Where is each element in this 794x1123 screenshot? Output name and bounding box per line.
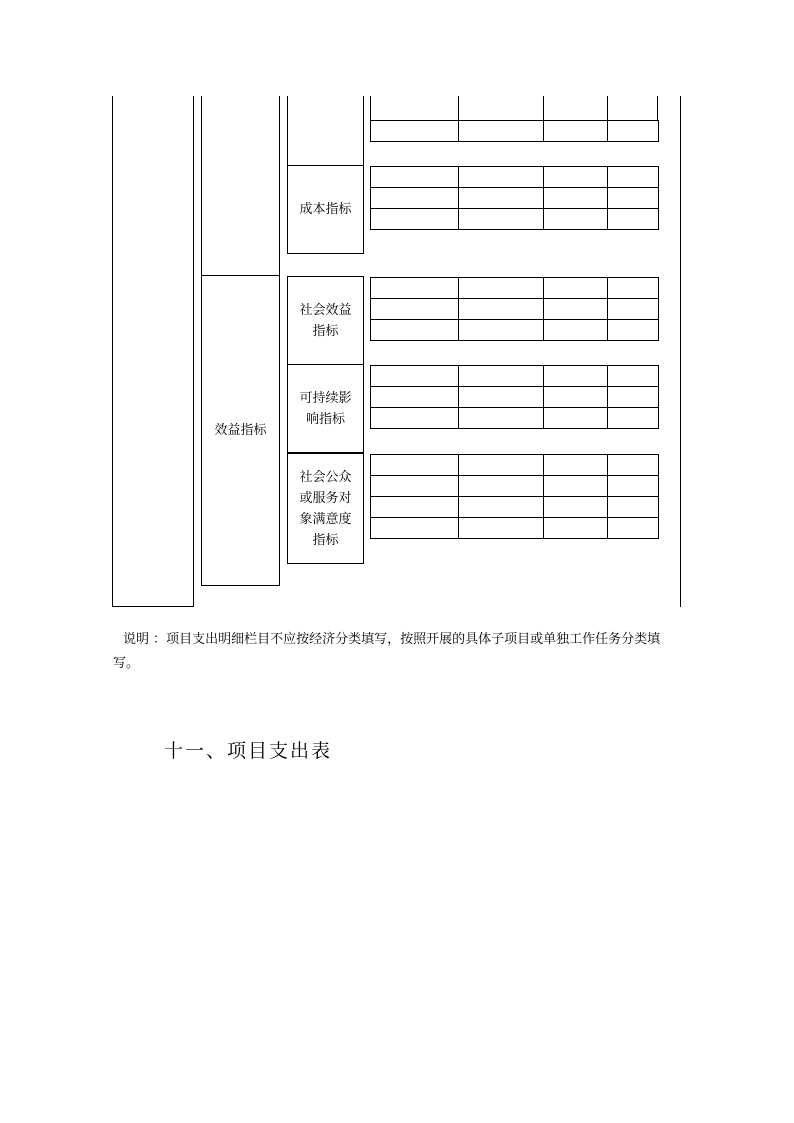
table-right-border	[680, 96, 681, 607]
sub-cell-right-line-top	[363, 96, 364, 166]
table-left-border	[112, 96, 113, 607]
table-row	[371, 167, 659, 188]
sustainable-impact-indicator-label: 可持续影 响指标	[299, 390, 352, 427]
section-heading: 十一、项目支出表	[164, 740, 333, 762]
table-row	[371, 387, 659, 408]
table-row	[371, 476, 659, 497]
table-row	[371, 320, 659, 341]
satisfaction-indicator-label: 社会公众 或服务对 象满意度 指标	[299, 469, 352, 548]
table-note: 说明 ：项目支出明细栏目不应按经济分类填写，按照开展的具体子项目或单独工作任务分类填写。	[113, 632, 661, 671]
table-row	[371, 278, 659, 299]
table-row	[371, 299, 659, 320]
table-row	[371, 366, 659, 387]
data-grid-social-benefit	[370, 277, 659, 341]
grid-top-line-b	[458, 96, 459, 120]
data-grid-cost	[370, 166, 659, 230]
table-row	[371, 497, 659, 518]
table-row	[371, 209, 659, 230]
data-grid-satisfaction	[370, 454, 659, 539]
cost-indicator-label: 成本指标	[299, 202, 352, 217]
table-row	[371, 518, 659, 539]
grid-top-line-e	[657, 96, 658, 120]
table-row	[371, 455, 659, 476]
category-left-line-top	[201, 96, 202, 276]
table-row	[371, 188, 659, 209]
category-right-line-top	[279, 96, 280, 276]
table-row	[371, 121, 659, 142]
grid-top-line-d	[607, 96, 608, 120]
social-benefit-indicator-label: 社会效益 指标	[299, 302, 352, 339]
grid-top-line-a	[370, 96, 371, 120]
sub-cell-left-line-top	[287, 96, 288, 166]
data-grid-sustainable-impact	[370, 365, 659, 429]
data-grid-continued	[370, 120, 659, 142]
category-benefit-label: 效益指标	[214, 423, 267, 438]
table-col1-divider	[193, 96, 194, 607]
grid-top-line-c	[543, 96, 544, 120]
table-bottom-border	[112, 606, 194, 607]
table-row	[371, 408, 659, 429]
